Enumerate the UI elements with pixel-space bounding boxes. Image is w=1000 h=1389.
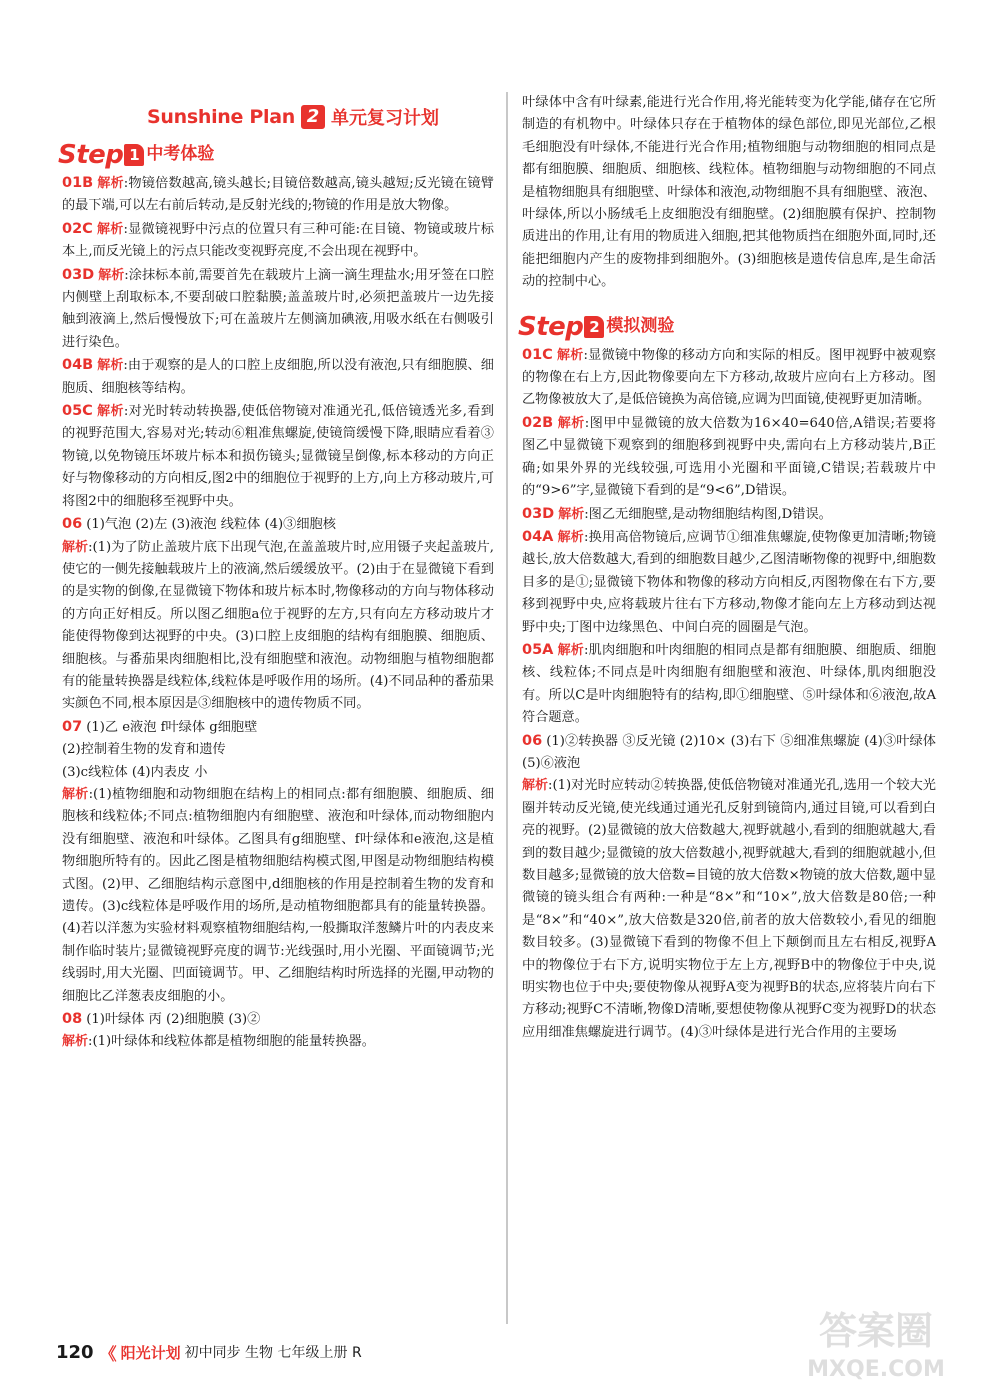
explanation-text: :图甲中显微镜的放大倍数为16×40=640倍,A错误;若要将图乙中显微镜下观察到的细胞移到视野中央,需向右上方移动装片,B正确;如果外界的光线较强,可选用小光圈和平面镜,C错误;若载玻片中的“9>6”字,显微镜下看到的是“9<6”,D错误。 <box>522 415 936 499</box>
page-footer <box>56 1340 362 1364</box>
answer-text: (1)气泡 (2)左 (3)液泡 线粒体 (4)③细胞核 <box>86 517 336 533</box>
double-chevron-icon: 《 <box>99 1344 117 1365</box>
answer-item <box>62 1008 494 1054</box>
explanation-text: :对光时转动转换器,使低倍物镜对准通光孔,低倍镜透光多,看到的视野范围大,容易对光;转动⑥粗准焦螺旋,使镜筒缓慢下降,眼睛应看着③物镜,以免物镜压坏玻片标本和损伤镜头;显微镜呈倒像,标本移动的方向正好与物像移动的方向相反,图2中的细胞位于视野的上方,向上方移动玻片,可将图2中的细胞移至视野中央。 <box>62 404 494 509</box>
right-answer-list <box>522 344 936 1045</box>
answer-text: (2)控制着生物的发育和遗传 <box>62 742 226 758</box>
answer-item <box>62 264 494 355</box>
watermark-line2: MXQE.COM <box>807 1357 945 1382</box>
question-number: 02B <box>522 414 554 431</box>
step-number-badge: 1 <box>124 144 144 166</box>
answer-item <box>522 412 936 503</box>
answer-item <box>62 354 494 400</box>
explanation-text: :涂抹标本前,需要首先在载玻片上滴一滴生理盐水;用牙签在口腔内侧壁上刮取标本,不要刮破口腔黏膜;盖盖玻片时,必须把盖玻片一边先接触到液滴上,然后慢慢放下;可在盖玻片左侧滴加碘液,用吸水纸在右侧吸引进行染色。 <box>62 267 494 350</box>
question-number: 06 <box>522 732 543 749</box>
answer-item <box>522 526 936 639</box>
explanation-label: 解析 <box>556 347 584 363</box>
explanation-label: 解析 <box>62 539 89 555</box>
answer-text: (3)c线粒体 (4)内表皮 小 <box>62 764 208 780</box>
explanation-label: 解析 <box>96 221 124 237</box>
left-answer-list <box>62 172 494 1054</box>
question-number: 07 <box>62 718 83 735</box>
answer-item <box>62 218 494 264</box>
plan-title-en: Sunshine Plan <box>147 106 295 128</box>
explanation-text: :显微镜视野中污点的位置只有三种可能:在目镜、物镜或玻片标本上,而反光镜上的污点只能改变视野亮度,不会出现在视野中。 <box>62 221 494 260</box>
answer-text: (1)乙 e液泡 f叶绿体 g细胞壁 <box>86 719 258 735</box>
answer-item <box>62 400 494 513</box>
watermark-logo <box>776 1302 976 1384</box>
explanation-text: :显微镜中物像的移动方向和实际的相反。图甲视野中被观察的物像在右上方,因此物像要向左下方移动,故玻片应向右上方移动。图乙物像被放大了,是低倍镜换为高倍镜,应调为凹面镜,使视野更加清晰。 <box>522 347 936 408</box>
answer-item <box>522 730 936 1045</box>
explanation-label: 解析 <box>96 404 124 420</box>
explanation-label: 解析 <box>62 786 89 802</box>
plan-number-badge: 2 <box>301 105 325 129</box>
explanation-label: 解析 <box>97 358 124 374</box>
question-number: 05A <box>522 641 554 658</box>
explanation-text: :换用高倍物镜后,应调节①细准焦螺旋,使物像更加清晰;物镜越长,放大倍数越大,看到的细胞数目越少,乙图清晰物像的视野中,细胞数目多的是①;显微镜下物体和物像的移动方向相反,丙图物像在右下方,要移到视野中央,应将载玻片往右下方移动,物像才能向左上方移动到达视野中央;丁图中边缘黑色、中间白亮的圆圈是气泡。 <box>522 529 936 635</box>
question-number: 04B <box>62 357 94 374</box>
explanation-label: 解析 <box>557 642 584 658</box>
answer-item <box>522 344 936 412</box>
answer-item <box>62 513 494 716</box>
explanation-text: :肌肉细胞和叶肉细胞的相同点是都有细胞膜、细胞质、细胞核、线粒体;不同点是叶肉细胞有细胞壁和液泡、叶绿体,肌肉细胞没有。所以C是叶肉细胞特有的结构,即①细胞壁、⑤叶绿体和⑥液泡,故A符合题意。 <box>522 642 936 726</box>
question-number: 01C <box>522 346 553 363</box>
explanation-text: :(1)为了防止盖玻片底下出现气泡,在盖盖玻片时,应用镊子夹起盖玻片,使它的一侧先接触载玻片上的液滴,然后缓缓放平。(2)由于在显微镜下看到的是实物的倒像,在显微镜下物体和玻片标本时,物像移动的方向与物体移动的方向正好相反。所以图乙细胞a位于视野的左方,只有向左方移动玻片才能使得物像到达视野的中央。(3)口腔上皮细胞的结构有细胞膜、细胞质、细胞核。与番茄果肉细胞相比,没有细胞壁和液泡。动物细胞与植物细胞都有的能量转换器是线粒体,线粒体是呼吸作用的场所。(4)不同品种的番茄果实颜色不同,根本原因是③细胞核中的遗传物质不同。 <box>62 539 494 712</box>
step-number-badge: 2 <box>584 316 604 338</box>
left-column <box>58 96 494 1054</box>
brand-name: 阳光计划 <box>120 1343 181 1362</box>
explanation-label: 解析 <box>558 506 585 522</box>
plan-title-cn: 单元复习计划 <box>331 108 439 129</box>
column-divider <box>506 92 508 1324</box>
answer-item <box>62 172 494 218</box>
question-number: 03D <box>62 266 95 283</box>
step-title: 中考体验 <box>146 144 215 164</box>
book-info: 初中同步 生物 七年级上册 R <box>184 1345 362 1361</box>
continued-explanation: 叶绿体中含有叶绿素,能进行光合作用,将光能转变为化学能,储存在它所制造的有机物中。叶绿体只存在于植物体的绿色部位,即见光部位,乙根毛细胞没有叶绿体,不能进行光合作用;植物细胞与动物细胞的相同点是都有细胞膜、细胞质、细胞核、线粒体。植物细胞与动物细胞的不同点是植物细胞具有细胞壁、叶绿体和液泡,动物细胞不具有细胞壁、液泡、叶绿体,所以小肠绒毛上皮细胞没有细胞壁。(2)细胞膜有保护、控制物质进出的作用,让有用的物质进入细胞,把其他物质挡在细胞外面,同时,还能把细胞内产生的废物排到细胞外。(3)细胞核是遗传信息库,是生命活动的控制中心。 <box>522 95 936 290</box>
explanation-label: 解析 <box>557 415 585 431</box>
question-number: 05C <box>62 403 93 420</box>
question-number: 08 <box>62 1011 83 1028</box>
explanation-label: 解析 <box>97 176 124 191</box>
step-word: Step <box>518 311 584 342</box>
explanation-text: :(1)植物细胞和动物细胞在结构上的相同点:都有细胞膜、细胞质、细胞核和线粒体;不同点:植物细胞内有细胞壁、液泡和叶绿体,而动物细胞内没有细胞壁、液泡和叶绿体。乙图具有g细胞壁、f叶绿体和e液泡,这是植物细胞所特有的。因此乙图是植物细胞结构模式图,甲图是动物细胞结构模式图。(2)甲、乙细胞结构示意图中,d细胞核的作用是控制着生物的发育和遗传。(3)c线粒体是呼吸作用的场所,是动植物细胞都具有的能量转换器。(4)若以洋葱为实验材料观察植物细胞结构,一般撕取洋葱鳞片叶的内表皮来制作临时装片;显微镜视野亮度的调节:光线强时,用小光圈、平面镜调节;光线弱时,用大光圈、凹面镜调节。甲、乙细胞结构时所选择的光圈,甲动物的细胞比乙洋葱表皮细胞的小。 <box>62 786 494 1004</box>
answer-item <box>522 639 936 730</box>
question-number: 06 <box>62 516 83 533</box>
watermark-line1: 答案圈 <box>818 1309 934 1353</box>
explanation-text: :(1)对光时应转动②转换器,使低倍物镜对准通光孔,选用一个较大光圈并转动反光镜,使光线通过通光孔反射到镜筒内,通过目镜,可以看到白亮的视野。(2)显微镜的放大倍数越大,视野就越小,看到的细胞就越大,看到的数目越少;显微镜的放大倍数越小,视野就越大,看到的细胞就越小,但数目越多;显微镜的放大倍数=目镜的放大倍数×物镜的放大倍数,题中显微镜的镜头组合有两种:一种是“8×”和“10×”,放大倍数是80倍;一种是“8×”和“40×”,放大倍数是320倍,前者的放大倍数较小,看见的细胞数目较多。(3)显微镜下看到的物像不但上下颠倒而且左右相反,视野A中的物像位于右下方,说明实物位于左上方,视野B中的物像位于中央,说明实物也位于中央;要使物像从视野A变为视野B的状态,应将装片向右下方移动;视野C不清晰,物像D清晰,要想使物像从视野C变为视野D的状态应用细准焦螺旋进行调节。(4)③叶绿体是进行光合作用的主要场 <box>522 778 936 1040</box>
step1-heading <box>58 136 494 170</box>
step-word: Step <box>58 140 124 170</box>
explanation-text: :(1)叶绿体和线粒体都是植物细胞的能量转换器。 <box>88 1034 375 1050</box>
plan-header <box>92 104 494 130</box>
explanation-label: 解析 <box>557 529 584 545</box>
explanation-label: 解析 <box>98 267 125 283</box>
question-number: 04A <box>522 528 554 545</box>
right-column <box>518 92 936 1044</box>
answer-text: (1)叶绿体 丙 (2)细胞膜 (3)② <box>86 1012 261 1028</box>
answer-text: (1)②转换器 ③反光镜 (2)10× (3)右下 ⑤细准焦螺旋 (4)③叶绿体 (5)⑥液泡 <box>522 733 936 771</box>
answer-item <box>62 716 494 1008</box>
question-number: 02C <box>62 220 93 237</box>
step2-heading <box>518 308 936 342</box>
explanation-text: :物镜倍数越高,镜头越长;目镜倍数越高,镜头越短;反光镜在镜臂的最下端,可以左右前后转动,是反射光线的;物镜的作用是放大物像。 <box>62 176 494 214</box>
question-number: 03D <box>522 505 555 522</box>
answer-item <box>522 503 936 526</box>
step-title: 模拟测验 <box>606 315 675 336</box>
explanation-label: 解析 <box>522 778 549 794</box>
explanation-text: :图乙无细胞壁,是动物细胞结构图,D错误。 <box>584 506 832 522</box>
explanation-text: :由于观察的是人的口腔上皮细胞,所以没有液泡,只有细胞膜、细胞质、细胞核等结构。 <box>62 358 494 396</box>
question-number: 01B <box>62 175 94 191</box>
page-number: 120 <box>56 1341 94 1363</box>
explanation-label: 解析 <box>62 1034 89 1050</box>
